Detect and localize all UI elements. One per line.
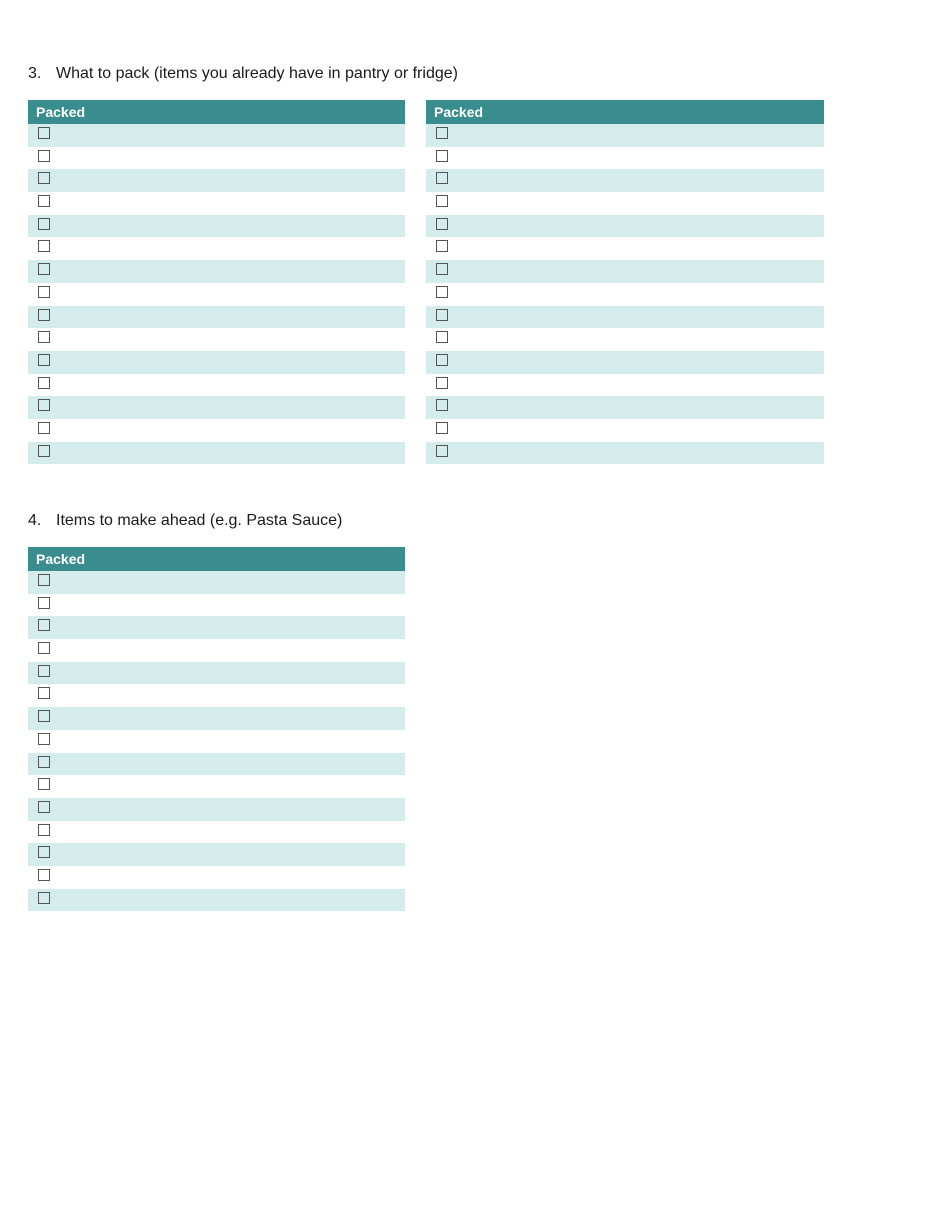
table-row [426,328,824,351]
table-row [28,419,405,442]
empty-checkbox-icon[interactable] [38,574,50,586]
empty-checkbox-icon[interactable] [38,309,50,321]
table-row [28,753,405,776]
table-row [28,594,405,617]
table-row [426,283,824,306]
empty-checkbox-icon[interactable] [436,172,448,184]
table-row [426,192,824,215]
table-row [426,260,824,283]
table-row [28,328,405,351]
empty-checkbox-icon[interactable] [38,218,50,230]
empty-checkbox-icon[interactable] [38,263,50,275]
empty-checkbox-icon[interactable] [38,195,50,207]
section-3-heading [28,64,458,84]
table-row [426,419,824,442]
empty-checkbox-icon[interactable] [38,445,50,457]
empty-checkbox-icon[interactable] [436,309,448,321]
empty-checkbox-icon[interactable] [436,263,448,275]
table-header-packed: Packed [426,100,824,124]
table-row [28,147,405,170]
packed-table-3-right [426,100,824,464]
section-3-number: 3. [28,65,42,82]
packed-table-3-left [28,100,405,464]
table-row [28,866,405,889]
empty-checkbox-icon[interactable] [436,354,448,366]
table-row [28,684,405,707]
empty-checkbox-icon[interactable] [38,642,50,654]
section-4-number: 4. [28,512,42,529]
table-row [28,843,405,866]
table-rows [28,124,405,464]
table-row [426,442,824,465]
table-row [426,147,824,170]
table-row [28,616,405,639]
table-row [28,374,405,397]
empty-checkbox-icon[interactable] [38,127,50,139]
table-row [426,374,824,397]
empty-checkbox-icon[interactable] [436,218,448,230]
table-row [28,730,405,753]
empty-checkbox-icon[interactable] [38,846,50,858]
empty-checkbox-icon[interactable] [38,240,50,252]
table-row [28,639,405,662]
empty-checkbox-icon[interactable] [38,801,50,813]
table-row [28,260,405,283]
table-row [28,237,405,260]
empty-checkbox-icon[interactable] [38,778,50,790]
empty-checkbox-icon[interactable] [38,286,50,298]
empty-checkbox-icon[interactable] [436,377,448,389]
table-row [426,124,824,147]
table-row [426,169,824,192]
empty-checkbox-icon[interactable] [38,172,50,184]
table-row [28,192,405,215]
table-row [426,306,824,329]
table-row [28,662,405,685]
table-row [28,798,405,821]
table-rows [426,124,824,464]
empty-checkbox-icon[interactable] [436,150,448,162]
empty-checkbox-icon[interactable] [436,286,448,298]
table-row [28,821,405,844]
table-row [426,351,824,374]
empty-checkbox-icon[interactable] [436,445,448,457]
section-4-title: Items to make ahead (e.g. Pasta Sauce) [56,512,343,529]
table-row [28,351,405,374]
empty-checkbox-icon[interactable] [436,331,448,343]
empty-checkbox-icon[interactable] [436,422,448,434]
table-row [28,889,405,912]
empty-checkbox-icon[interactable] [436,127,448,139]
empty-checkbox-icon[interactable] [38,399,50,411]
table-row [28,775,405,798]
empty-checkbox-icon[interactable] [436,195,448,207]
empty-checkbox-icon[interactable] [38,824,50,836]
table-row [28,707,405,730]
table-row [426,215,824,238]
empty-checkbox-icon[interactable] [38,869,50,881]
empty-checkbox-icon[interactable] [38,331,50,343]
empty-checkbox-icon[interactable] [38,756,50,768]
empty-checkbox-icon[interactable] [38,892,50,904]
empty-checkbox-icon[interactable] [38,687,50,699]
empty-checkbox-icon[interactable] [38,665,50,677]
packed-table-4 [28,547,405,911]
table-row [28,571,405,594]
empty-checkbox-icon[interactable] [436,399,448,411]
empty-checkbox-icon[interactable] [38,619,50,631]
empty-checkbox-icon[interactable] [38,733,50,745]
table-row [28,124,405,147]
table-row [28,215,405,238]
table-row [28,306,405,329]
table-row [426,396,824,419]
empty-checkbox-icon[interactable] [38,710,50,722]
table-row [28,442,405,465]
table-rows [28,571,405,911]
table-row [28,283,405,306]
empty-checkbox-icon[interactable] [38,150,50,162]
section-4-heading [28,511,342,531]
table-header-packed: Packed [28,100,405,124]
empty-checkbox-icon[interactable] [436,240,448,252]
section-3-title: What to pack (items you already have in pantry or fridge) [56,65,458,82]
table-row [28,396,405,419]
empty-checkbox-icon[interactable] [38,597,50,609]
empty-checkbox-icon[interactable] [38,422,50,434]
empty-checkbox-icon[interactable] [38,354,50,366]
table-row [426,237,824,260]
empty-checkbox-icon[interactable] [38,377,50,389]
table-header-packed: Packed [28,547,405,571]
table-row [28,169,405,192]
